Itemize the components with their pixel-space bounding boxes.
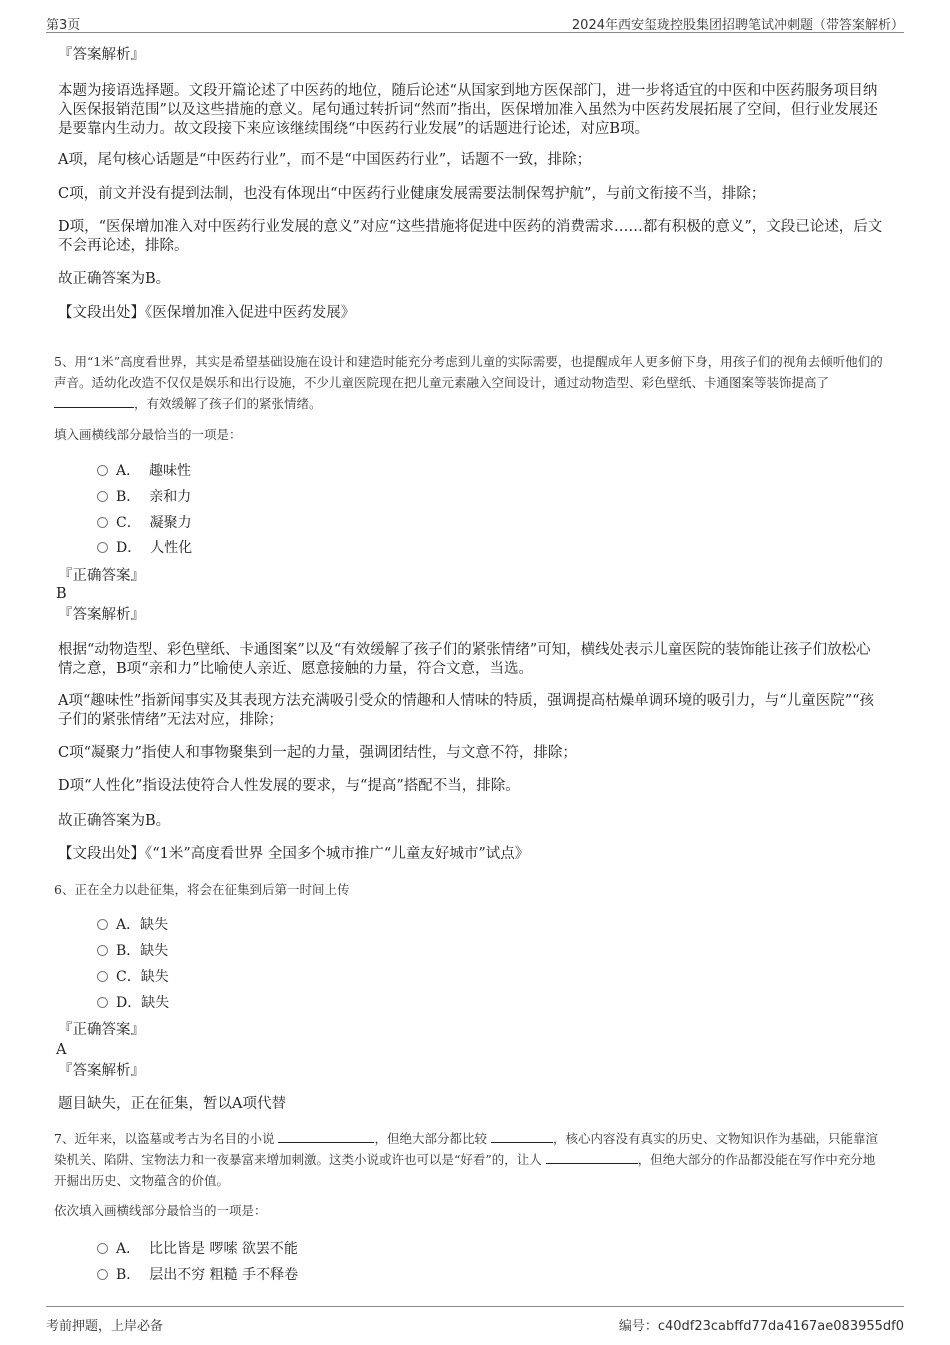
q5-source: 【文段出处】《“1米”高度看世界 全国多个城市推广“儿童友好城市”试点》 <box>58 846 530 862</box>
q6-option-c[interactable]: C．缺失 <box>97 968 169 986</box>
q7-stem-part-2: ，但绝大部分都比较 <box>374 1131 487 1146</box>
q4-analysis-p1: 本题为接语选择题。文段开篇论述了中医药的地位，随后论述“从国家到地方医保部门，进一步将适宜的中医和中医药服务项目纳入医保报销范围”以及这些措施的意义。尾句通过转折词“然而”指出，医保增加准入虽然为中医药发展拓展了空间，但行业发展还是要靠内生动力。故文段接下来应该继续围绕“中医药行业发展”的话题进行论述，对应B项。 <box>58 83 878 137</box>
q7-stem-part-3: ，核心内容没有真实的历史、文物知识作为基础，只能靠渲染机关、陷阱、宝物法力和一夜暴富来增加刺激。这类小说或许也可以是“好看”的，让人 <box>54 1131 878 1167</box>
radio-icon[interactable] <box>97 1269 108 1280</box>
q4-analysis-option-c: C项，前文并没有提到法制，也没有体现出“中医药行业健康发展需要法制保驾护航”，与前文衔接不当，排除； <box>58 186 766 202</box>
q5-analysis-p1: 根据“动物造型、彩色壁纸、卡通图案”以及“有效缓解了孩子们的紧张情绪”可知，横线处表示儿童医院的装饰能让孩子们放松心情之意，B项“亲和力”比喻使人亲近、愿意接触的力量，符合文意，当选。 <box>58 642 871 677</box>
q5-option-d[interactable]: D． 人性化 <box>97 539 192 557</box>
q7-blank-3 <box>546 1150 638 1164</box>
radio-icon[interactable] <box>97 465 108 476</box>
q7-stem-part-1: 7、近年来，以盗墓或考古为名目的小说 <box>54 1131 275 1146</box>
q4-source: 【文段出处】《医保增加准入促进中医药发展》 <box>58 305 356 321</box>
q5-answer-blank <box>54 394 134 408</box>
radio-icon[interactable] <box>97 945 108 956</box>
q5-stem-part-b: ，有效缓解了孩子们的紧张情绪。 <box>134 396 322 411</box>
radio-icon[interactable] <box>97 542 108 553</box>
q6-analysis: 题目缺失，正在征集，暂以A项代替 <box>58 1096 286 1112</box>
q4-analysis-option-a: A项，尾句核心话题是“中医药行业”，而不是“中国医药行业”，话题不一致，排除； <box>58 152 592 168</box>
page-header <box>46 10 904 33</box>
radio-icon[interactable] <box>97 919 108 930</box>
q7-stem <box>54 1128 884 1191</box>
q5-option-b[interactable]: B． 亲和力 <box>97 488 191 506</box>
radio-icon[interactable] <box>97 517 108 528</box>
q4-analysis-option-d: D项，“医保增加准入对中医药行业发展的意义”对应“这些措施将促进中医药的消费需求……都有积极的意义”，文段已论述，后文不会再论述，排除。 <box>58 219 883 254</box>
q6-option-a[interactable]: A．缺失 <box>97 916 168 934</box>
q6-option-b[interactable]: B．缺失 <box>97 942 168 960</box>
q5-option-a[interactable]: A． 趣味性 <box>97 462 191 480</box>
q5-answer: B <box>56 586 67 602</box>
footer-slogan: 考前押题，上岸必备 <box>46 1319 164 1334</box>
page-footer <box>46 1306 904 1337</box>
q7-option-b[interactable]: B． 层出不穷 粗糙 手不释卷 <box>97 1266 298 1284</box>
document-id: 编号：c40df23cabffd77da4167ae083955df0 <box>618 1319 904 1334</box>
q7-option-a[interactable]: A． 比比皆是 啰嗦 欲罢不能 <box>97 1240 298 1258</box>
q5-analysis-option-c: C项“凝聚力”指使人和事物聚集到一起的力量，强调团结性，与文意不符，排除； <box>58 745 577 761</box>
q5-analysis-option-a: A项“趣味性”指新闻事实及其表现方法充满吸引受众的情趣和人情味的特质，强调提高枯燥单调环境的吸引力，与“儿童医院”“孩子们的紧张情绪”无法对应，排除； <box>58 693 875 728</box>
q5-analysis-option-d: D项“人性化”指设法使符合人性发展的要求，与“提高”搭配不当，排除。 <box>58 778 520 794</box>
radio-icon[interactable] <box>97 997 108 1008</box>
q5-conclusion: 故正确答案为B。 <box>58 813 171 829</box>
document-title: 2024年西安玺珑控股集团招聘笔试冲刺题（带答案解析） <box>571 18 904 33</box>
q7-prompt: 依次填入画横线部分最恰当的一项是： <box>54 1203 267 1218</box>
q4-analysis-label: 『答案解析』 <box>58 47 145 63</box>
q4-conclusion: 故正确答案为B。 <box>58 271 171 287</box>
q7-blank-1 <box>278 1129 374 1143</box>
q6-answer: A <box>56 1042 67 1058</box>
q5-answer-label: 『正确答案』 <box>58 568 145 584</box>
q7-blank-2 <box>491 1129 553 1143</box>
q5-stem <box>54 351 884 414</box>
radio-icon[interactable] <box>97 491 108 502</box>
q5-stem-part-a: 5、用“1米”高度看世界，其实是希望基础设施在设计和建造时能充分考虑到儿童的实际需要，也提醒成年人更多俯下身，用孩子们的视角去倾听他们的声音。适幼化改造不仅仅是娱乐和出行设施，不少儿童医院现在把儿童元素融入空间设计，通过动物造型、彩色壁纸、卡通图案等装饰提高了 <box>54 354 883 390</box>
radio-icon[interactable] <box>97 971 108 982</box>
q6-option-d[interactable]: D．缺失 <box>97 994 169 1012</box>
q6-stem: 6、正在全力以赴征集，将会在征集到后第一时间上传 <box>54 882 350 897</box>
q7-stem-part-4: ，但绝大部分的作品都没能在写作中充分地开掘出历史、文物蕴含的价值。 <box>54 1152 876 1188</box>
page-number: 第3页 <box>46 18 81 33</box>
q5-prompt: 填入画横线部分最恰当的一项是： <box>54 427 242 442</box>
q5-option-c[interactable]: C． 凝聚力 <box>97 514 192 532</box>
q5-analysis-label: 『答案解析』 <box>58 607 145 623</box>
q6-analysis-label: 『答案解析』 <box>58 1063 145 1079</box>
radio-icon[interactable] <box>97 1243 108 1254</box>
q6-answer-label: 『正确答案』 <box>58 1022 145 1038</box>
